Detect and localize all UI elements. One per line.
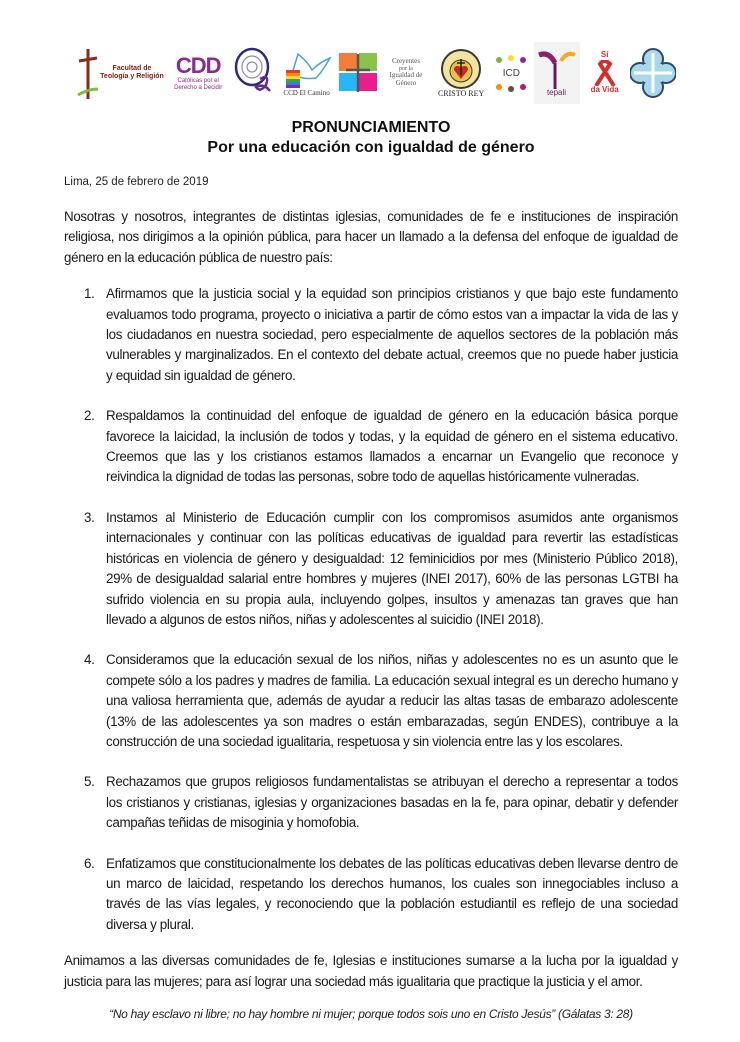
logo-creyentes-line2: por la: [399, 65, 413, 72]
document-title-block: [64, 118, 678, 158]
bible-quote: “No hay esclavo ni libre; no hay hombre ni mujer; porque todos sois uno en Cristo Jesús” (Gálatas 3: 28): [109, 1007, 633, 1021]
list-item: [64, 854, 678, 936]
list-item-number: 6.: [84, 855, 95, 871]
intro-paragraph: Nosotras y nosotros, integrantes de distintas iglesias, comunidades de fe e instituciones de inspiración religiosa, nos dirigimos a la opinión pública, para hacer un llamado a la defensa del enfoque de igualdad de género en la educación pública de nuestro país:: [64, 209, 678, 265]
document-subtitle: Por una educación con igualdad de género: [207, 139, 535, 156]
logo-da-text: da: [590, 85, 600, 94]
document-body: [64, 118, 678, 1022]
list-item-text: Respaldamos la continuidad del enfoque de igualdad de género en la educación básica porque favorece la laicidad, la inclusión de todos y todas, y la equidad de género en el sistema educativo. Creemos que las y los cristianos estamos llamados a encarnar un Evangelio que reconoce y reivindica la dignidad de todas las personas, sobre todo de aquellas históricamente vulneradas.: [106, 408, 678, 485]
closing-paragraph: Animamos a las diversas comunidades de fe, Iglesias e instituciones sumarse a la lucha por la igualdad y justicia para las mujeres; para así lograr una sociedad más igualitaria que practique la justicia y el amor.: [64, 953, 678, 989]
dots-lower-icon: [493, 81, 529, 93]
logo-cdd-line2: Derecho a Decidir: [174, 85, 223, 91]
logo-cristo-rey: [433, 42, 489, 104]
logo-spiral: [232, 42, 276, 104]
list-item-number: 3.: [84, 509, 95, 525]
list-item-text: Enfatizamos que constitucionalmente los debates de las políticas educativas deben llevarse dentro de un marco de laicidad, respetando los derechos humanos, los cuales son innegociables incluso a través de las vías legales, y reconociendo que la población estudiantil es reflejo de una sociedad diversa y plural.: [106, 855, 678, 932]
list-item: [64, 508, 678, 630]
document-date: Lima, 25 de febrero de 2019: [64, 176, 209, 188]
list-item-text: Consideramos que la educación sexual de los niños, niñas y adolescentes no es un asunto que le compete sólo a los padres y madres de familia. La educación sexual integral es un derecho humano y una valiosa herramienta que, además de ayudar a reducir las altas tasas de embarazo adolescente (13% de las adolescentes ya son madres o están embarazadas, según ENDES), contribuye a la construcción de una sociedad igualitaria, respetuosa y sin violencia entre las y los escolares.: [106, 652, 678, 749]
logo-si-text: Sí: [600, 50, 609, 60]
list-item: [64, 284, 678, 386]
mosaic-cross-icon: [338, 52, 378, 94]
logo-icd: [491, 42, 531, 104]
logo-vida-text: Vida: [601, 85, 619, 94]
cross-icon: [76, 45, 98, 101]
logo-tepali-text: tepali: [546, 87, 567, 97]
dove-icon: [282, 48, 332, 90]
list-item-text: Rechazamos que grupos religiosos fundamentalistas se atribuyan el derecho a representar a todos los cristianos y cristianas, iglesias y organizaciones basadas en la fe, para opinar, debatir y defender campañas teñidas de misoginia y homofobia.: [106, 774, 678, 831]
list-item-number: 2.: [84, 408, 95, 424]
tepali-mark-icon: [535, 49, 579, 89]
logo-creyentes: [381, 42, 431, 104]
logo-cdd: [166, 42, 230, 104]
logo-ccd-text: CCD El Camino: [283, 89, 330, 98]
logo-facultad-teologia: [76, 42, 164, 104]
list-item-number: 1.: [84, 286, 95, 302]
luther-rose-icon: [440, 48, 482, 90]
logo-quatrefoil: [630, 42, 676, 104]
document-title: PRONUNCIAMIENTO: [291, 119, 451, 136]
logo-cristo-rey-text: CRISTO REY: [437, 88, 485, 98]
list-item: [64, 406, 678, 488]
list-item-text: Afirmamos que la justicia social y la equidad son principios cristianos y que bajo este fundamento evaluamos todo programa, proyecto o iniciativa a partir de cómo estos van a impactar la vida de las y los ciudadanos en nuestra sociedad, pero especialmente de aquellos sectores de la población más vulnerables y marginalizados. En el contexto del debate actual, creemos que no puede haber justicia y equidad sin igualdad de género.: [106, 286, 678, 383]
logo-creyentes-line1: Creyentes: [391, 57, 420, 66]
logo-icd-text: ICD: [502, 67, 520, 79]
red-ribbon-icon: [590, 60, 620, 86]
points-list: [64, 284, 678, 935]
logo-creyentes-line4: Género: [395, 79, 417, 88]
logo-tepali: [534, 42, 580, 104]
logo-cdd-mark: CDD: [175, 53, 221, 79]
list-item: [64, 772, 678, 833]
logo-facultad-line1: Facultad de: [112, 65, 152, 73]
logo-facultad-line2: Teología y Religión: [100, 73, 164, 80]
list-item-number: 5.: [84, 774, 95, 790]
logo-cdd-line1: Católicas por el: [177, 78, 219, 85]
list-item-number: 4.: [84, 652, 95, 668]
quatrefoil-icon: [630, 47, 676, 99]
logo-ccd-el-camino: [279, 42, 335, 104]
dots-icon: [493, 54, 529, 66]
spiral-icon: [232, 45, 276, 101]
list-item: [64, 650, 678, 752]
list-item-text: Instamos al Ministerio de Educación cumplir con los compromisos asumidos ante organismos internacionales y continuar con las políticas educativas de igualdad para revertir las estadísticas históricas en violencia de género y desigualdad: 12 feminicidios por mes (Ministerio Público 2018), 29% de desigualdad salarial entre hombres y mujeres (INEI 2017), 60% de las personas LGTBI ha sufrido violencia en su propia aula, incluyendo golpes, insultos y amenazas tan graves que han llevado a algunos de estos niños, niñas y adolescentes al suicidio (INEI 2018).: [106, 509, 678, 627]
logo-si-da-vida: [582, 42, 628, 104]
logo-creyentes-line3: Igualdad de: [389, 71, 423, 80]
logo-colorful-cross: [337, 42, 379, 104]
logo-strip: [76, 42, 676, 104]
